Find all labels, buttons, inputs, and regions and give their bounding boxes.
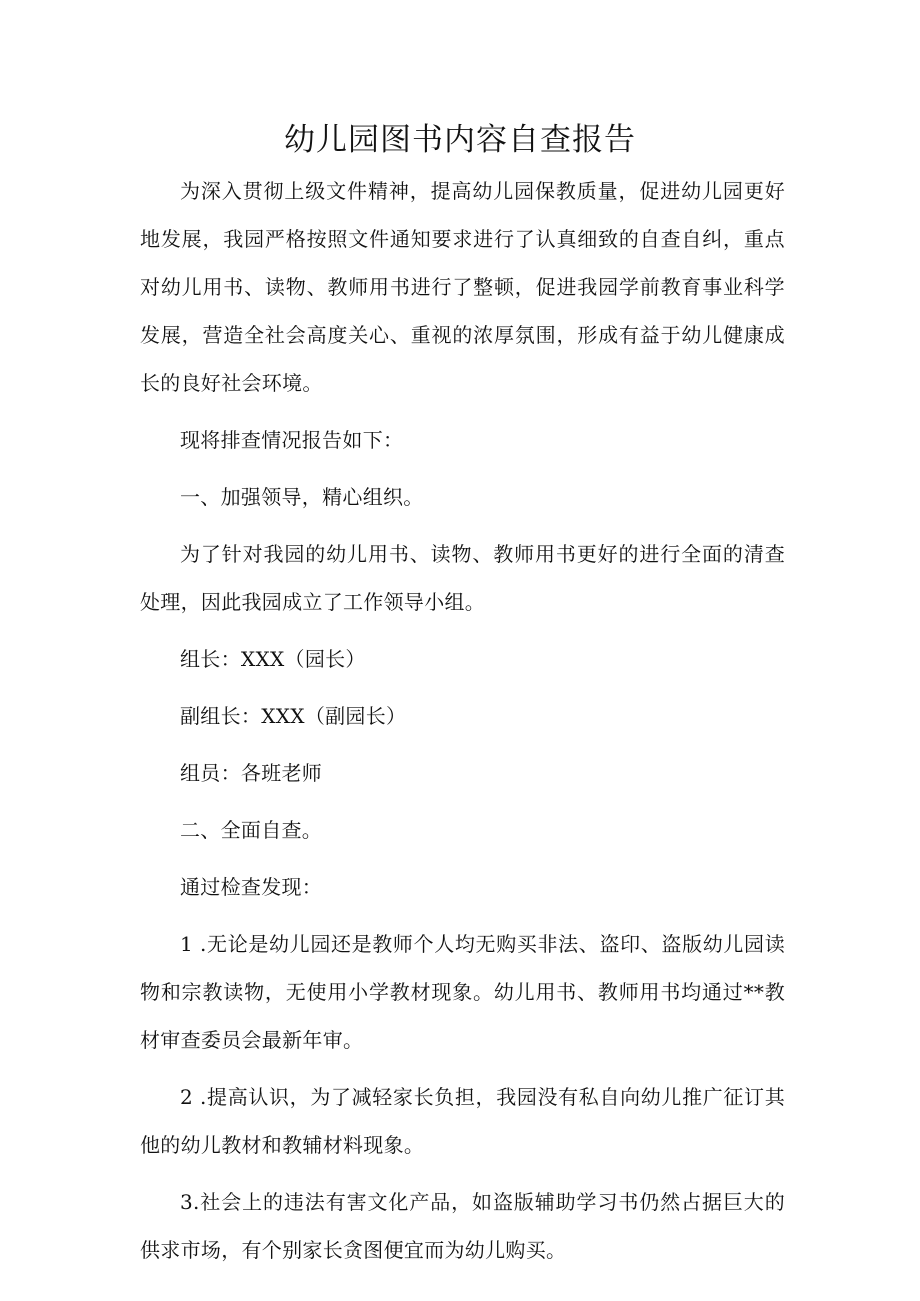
document-title: 幼儿园图书内容自查报告 bbox=[284, 122, 636, 158]
section-heading-2: 二、全面自查。 bbox=[180, 818, 323, 842]
paragraph-members: 组员：各班老师 bbox=[180, 761, 323, 785]
paragraph-leader: 组长：XXX（园长） bbox=[180, 647, 366, 671]
paragraph-report-lead: 现将排查情况报告如下： bbox=[180, 428, 404, 452]
section-heading-1: 一、加强领导，精心组织。 bbox=[180, 485, 424, 509]
document-body bbox=[140, 167, 785, 1283]
finding-item-2: 2 .提高认识，为了减轻家长负担，我园没有私自向幼儿推广征订其他的幼儿教材和教辅材料现象。 bbox=[140, 1085, 785, 1157]
paragraph-findings-lead: 通过检查发现： bbox=[180, 875, 323, 899]
finding-item-3: 3.社会上的违法有害文化产品，如盗版辅助学习书仍然占据巨大的供求市场，有个别家长贪图便宜而为幼儿购买。 bbox=[140, 1190, 785, 1262]
paragraph-intro: 为深入贯彻上级文件精神，提高幼儿园保教质量，促进幼儿园更好地发展，我园严格按照文件通知要求进行了认真细致的自查自纠，重点对幼儿用书、读物、教师用书进行了整顿，促进我园学前教育事业科学发展，营造全社会高度关心、重视的浓厚氛围，形成有益于幼儿健康成长的良好社会环境。 bbox=[140, 179, 785, 395]
paragraph-deputy-leader: 副组长：XXX（副园长） bbox=[180, 704, 407, 728]
finding-item-1: 1 .无论是幼儿园还是教师个人均无购买非法、盗印、盗版幼儿园读物和宗教读物，无使用小学教材现象。幼儿用书、教师用书均通过**教材审查委员会最新年审。 bbox=[140, 932, 785, 1052]
paragraph-leadership: 为了针对我园的幼儿用书、读物、教师用书更好的进行全面的清查处理，因此我园成立了工作领导小组。 bbox=[140, 542, 785, 614]
